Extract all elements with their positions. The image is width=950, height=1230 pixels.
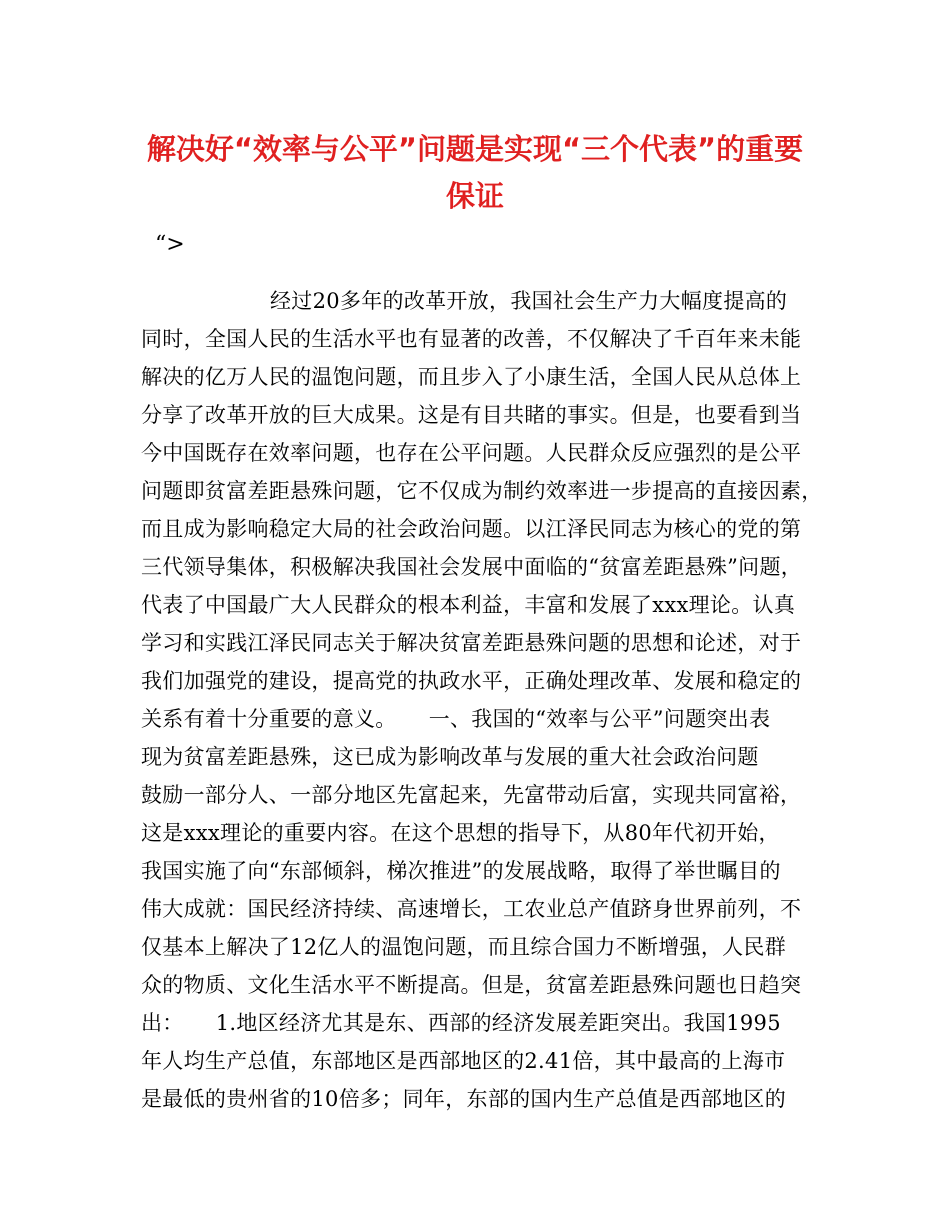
body-line: 年人均生产总值，东部地区是西部地区的2.41倍，其中最高的上海市 [141, 1049, 786, 1073]
body-line: 今中国既存在效率问题，也存在公平问题。人民群众反应强烈的是公平 [141, 441, 802, 465]
body-line: 伟大成就：国民经济持续、高速增长，工农业总产值跻身世界前列，不 [141, 897, 802, 921]
document-title-line-1: 解决好“效率与公平”问题是实现“三个代表”的重要 [146, 132, 804, 166]
body-line: 学习和实践江泽民同志关于解决贫富差距悬殊问题的思想和论述，对于 [141, 631, 802, 655]
body-line: 仅基本上解决了12亿人的温饱问题，而且综合国力不断增强，人民群 [141, 935, 787, 959]
document-title-line-2: 保证 [445, 179, 504, 213]
body-line: 这是xxx理论的重要内容。在这个思想的指导下，从80年代初开始， [141, 821, 780, 845]
body-line: 是最低的贵州省的10倍多；同年，东部的国内生产总值是西部地区的 [141, 1087, 787, 1111]
body-line: 现为贫富差距悬殊，这已成为影响改革与发展的重大社会政治问题 [141, 745, 759, 769]
body-line: 经过20多年的改革开放，我国社会生产力大幅度提高的 [270, 289, 788, 313]
body-line: 出： 1.地区经济尤其是东、西部的经济发展差距突出。我国1995 [141, 1011, 781, 1035]
body-line: 我们加强党的建设，提高党的执政水平，正确处理改革、发展和稳定的 [141, 669, 802, 693]
body-line: 我国实施了向“东部倾斜，梯次推进”的发展战略，取得了举世瞩目的 [141, 859, 781, 883]
quote-mark: “> [155, 232, 185, 257]
body-line: 众的物质、文化生活水平不断提高。但是，贫富差距悬殊问题也日趋突 [141, 973, 802, 997]
body-line: 同时，全国人民的生活水平也有显著的改善，不仅解决了千百年来未能 [141, 327, 802, 351]
body-line: 解决的亿万人民的温饱问题，而且步入了小康生活，全国人民从总体上 [141, 365, 802, 389]
body-line: 分享了改革开放的巨大成果。这是有目共睹的事实。但是，也要看到当 [141, 403, 802, 427]
body-line: 三代领导集体，积极解决我国社会发展中面临的“贫富差距悬殊”问题， [141, 555, 803, 579]
body-line: 问题即贫富差距悬殊问题，它不仅成为制约效率进一步提高的直接因素， [141, 479, 823, 503]
body-line: 鼓励一部分人、一部分地区先富起来，先富带动后富，实现共同富裕， [141, 783, 802, 807]
body-line: 代表了中国最广大人民群众的根本利益，丰富和发展了xxx理论。认真 [141, 593, 796, 617]
body-line: 而且成为影响稳定大局的社会政治问题。以江泽民同志为核心的党的第 [141, 517, 802, 541]
body-line: 关系有着十分重要的意义。 一、我国的“效率与公平”问题突出表 [141, 707, 771, 731]
